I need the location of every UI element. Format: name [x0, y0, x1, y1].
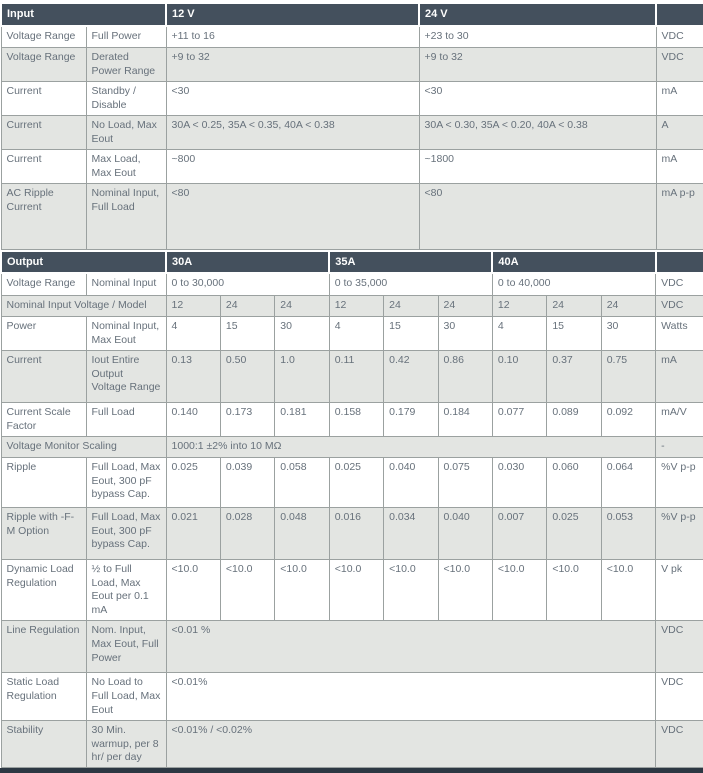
param-cell: Current — [1, 116, 86, 150]
value-cell: 12 — [329, 295, 383, 316]
unit-cell: mA p-p — [656, 183, 703, 249]
value-cell: 0 to 35,000 — [329, 273, 492, 295]
unit-cell: Watts — [656, 316, 703, 350]
param-cell: Power — [1, 316, 86, 350]
value-cell: 0.42 — [384, 350, 438, 402]
value-cell: 0.181 — [275, 402, 329, 436]
unit-cell: - — [656, 436, 703, 457]
condition-cell: Full Load, Max Eout, 300 pF bypass Cap. — [86, 507, 166, 559]
unit-cell: VDC — [656, 720, 703, 768]
value-cell: 0.007 — [492, 507, 546, 559]
value-cell: 30 — [601, 316, 655, 350]
value-cell: 30A < 0.30, 35A < 0.20, 40A < 0.38 — [419, 116, 656, 150]
condition-cell: Nominal Input, Max Eout — [86, 316, 166, 350]
condition-cell: ½ to Full Load, Max Eout per 0.1 mA — [86, 559, 166, 620]
value-cell: 4 — [492, 316, 546, 350]
unit-cell: mA — [656, 149, 703, 183]
column-header-35a: 35A — [329, 251, 492, 274]
value-cell: +9 to 32 — [166, 48, 419, 82]
value-cell: 24 — [601, 295, 655, 316]
value-cell: +23 to 30 — [419, 26, 656, 48]
value-cell: ~1800 — [419, 149, 656, 183]
column-header-40a: 40A — [492, 251, 655, 274]
value-cell: 24 — [275, 295, 329, 316]
unit-cell: mA — [656, 82, 703, 116]
value-cell: <10.0 — [220, 559, 274, 620]
value-cell: 0.060 — [547, 457, 601, 507]
value-cell: 0.158 — [329, 402, 383, 436]
spec-row — [1, 295, 703, 316]
value-cell: 15 — [547, 316, 601, 350]
input-section-table — [0, 2, 703, 250]
value-cell: 0.021 — [166, 507, 220, 559]
bottom-rule — [0, 768, 703, 773]
unit-cell: mA/V — [656, 402, 703, 436]
value-cell: <0.01% — [166, 673, 656, 721]
param-cell: Ripple — [1, 457, 86, 507]
param-cell: Voltage Range — [1, 26, 86, 48]
condition-cell: No Load to Full Load, Max Eout — [86, 673, 166, 721]
param-cell: Static Load Regulation — [1, 673, 86, 721]
param-cell: Voltage Range — [1, 273, 86, 295]
spec-row — [1, 559, 703, 620]
value-cell: 0.077 — [492, 402, 546, 436]
value-cell: 30A < 0.25, 35A < 0.35, 40A < 0.38 — [166, 116, 419, 150]
value-cell: <10.0 — [329, 559, 383, 620]
condition-cell: Max Load, Max Eout — [86, 149, 166, 183]
param-cell: Nominal Input Voltage / Model — [1, 295, 166, 316]
param-cell: Ripple with -F-M Option — [1, 507, 86, 559]
value-cell: 30 — [275, 316, 329, 350]
unit-cell: VDC — [656, 48, 703, 82]
unit-cell: A — [656, 116, 703, 150]
value-cell: 0.034 — [384, 507, 438, 559]
value-cell: 0.089 — [547, 402, 601, 436]
value-cell: <30 — [166, 82, 419, 116]
value-cell: 0 to 30,000 — [166, 273, 329, 295]
condition-cell: Derated Power Range — [86, 48, 166, 82]
value-cell: 0 to 40,000 — [492, 273, 655, 295]
value-cell: 0.11 — [329, 350, 383, 402]
value-cell: <0.01% / <0.02% — [166, 720, 656, 768]
unit-cell: VDC — [656, 621, 703, 673]
value-cell: ~800 — [166, 149, 419, 183]
param-cell: Current — [1, 149, 86, 183]
value-cell: <10.0 — [275, 559, 329, 620]
value-cell: <30 — [419, 82, 656, 116]
value-cell: 0.025 — [547, 507, 601, 559]
value-cell: 15 — [220, 316, 274, 350]
value-cell: 0.025 — [166, 457, 220, 507]
condition-cell: Nominal Input — [86, 273, 166, 295]
value-cell: <10.0 — [438, 559, 492, 620]
section-title-cell: Output — [1, 251, 166, 274]
value-cell: +11 to 16 — [166, 26, 419, 48]
param-cell: Current — [1, 350, 86, 402]
param-cell: Dynamic Load Regulation — [1, 559, 86, 620]
spec-row — [1, 82, 703, 116]
value-cell: 24 — [438, 295, 492, 316]
value-cell: 1000:1 ±2% into 10 MΩ — [166, 436, 656, 457]
value-cell: 0.37 — [547, 350, 601, 402]
value-cell: 0.10 — [492, 350, 546, 402]
condition-cell: Nom. Input, Max Eout, Full Power — [86, 621, 166, 673]
value-cell: <80 — [419, 183, 656, 249]
unit-cell: V pk — [656, 559, 703, 620]
condition-cell: Nominal Input, Full Load — [86, 183, 166, 249]
column-header-30a: 30A — [166, 251, 329, 274]
value-cell: 1.0 — [275, 350, 329, 402]
value-cell: 0.173 — [220, 402, 274, 436]
spec-row — [1, 350, 703, 402]
value-cell: 4 — [166, 316, 220, 350]
condition-cell: Full Load, Max Eout, 300 pF bypass Cap. — [86, 457, 166, 507]
spec-row — [1, 436, 703, 457]
value-cell: 0.13 — [166, 350, 220, 402]
spec-row — [1, 149, 703, 183]
column-header-12v: 12 V — [166, 3, 419, 26]
spec-row — [1, 316, 703, 350]
unit-cell: %V p-p — [656, 457, 703, 507]
value-cell: <10.0 — [601, 559, 655, 620]
spec-row — [1, 457, 703, 507]
value-cell: 0.053 — [601, 507, 655, 559]
value-cell: 0.039 — [220, 457, 274, 507]
value-cell: 0.075 — [438, 457, 492, 507]
spec-row — [1, 116, 703, 150]
value-cell: 0.030 — [492, 457, 546, 507]
value-cell: +9 to 32 — [419, 48, 656, 82]
spec-row — [1, 48, 703, 82]
condition-cell: Iout Entire Output Voltage Range — [86, 350, 166, 402]
spec-row — [1, 507, 703, 559]
value-cell: 15 — [384, 316, 438, 350]
unit-cell: VDC — [656, 673, 703, 721]
spec-row — [1, 402, 703, 436]
spec-row — [1, 621, 703, 673]
column-header-24v: 24 V — [419, 3, 656, 26]
unit-cell: mA — [656, 350, 703, 402]
unit-cell: %V p-p — [656, 507, 703, 559]
value-cell: 0.025 — [329, 457, 383, 507]
value-cell: 0.140 — [166, 402, 220, 436]
value-cell: 12 — [492, 295, 546, 316]
param-cell: Line Regulation — [1, 621, 86, 673]
value-cell: 0.028 — [220, 507, 274, 559]
unit-header-cell — [656, 3, 703, 26]
value-cell: 24 — [384, 295, 438, 316]
condition-cell: Full Load — [86, 402, 166, 436]
value-cell: 0.016 — [329, 507, 383, 559]
section-title-cell: Input — [1, 3, 166, 26]
value-cell: 0.184 — [438, 402, 492, 436]
value-cell: <10.0 — [384, 559, 438, 620]
output-header-row — [1, 251, 703, 274]
spec-row — [1, 273, 703, 295]
condition-cell: No Load, Max Eout — [86, 116, 166, 150]
value-cell: <10.0 — [492, 559, 546, 620]
value-cell: 0.179 — [384, 402, 438, 436]
value-cell: 0.75 — [601, 350, 655, 402]
param-cell: AC Ripple Current — [1, 183, 86, 249]
spec-row — [1, 183, 703, 249]
unit-cell: VDC — [656, 273, 703, 295]
value-cell: 0.092 — [601, 402, 655, 436]
value-cell: 0.058 — [275, 457, 329, 507]
value-cell: 12 — [166, 295, 220, 316]
param-cell: Voltage Range — [1, 48, 86, 82]
value-cell: <10.0 — [547, 559, 601, 620]
param-cell: Voltage Monitor Scaling — [1, 436, 166, 457]
condition-cell: Full Power — [86, 26, 166, 48]
condition-cell: 30 Min. warmup, per 8 hr/ per day — [86, 720, 166, 768]
value-cell: 30 — [438, 316, 492, 350]
value-cell: <10.0 — [166, 559, 220, 620]
value-cell: 0.040 — [384, 457, 438, 507]
value-cell: 24 — [547, 295, 601, 316]
value-cell: 24 — [220, 295, 274, 316]
condition-cell: Standby / Disable — [86, 82, 166, 116]
value-cell: 4 — [329, 316, 383, 350]
spec-row — [1, 720, 703, 768]
unit-cell: VDC — [656, 295, 703, 316]
value-cell: <80 — [166, 183, 419, 249]
value-cell: 0.048 — [275, 507, 329, 559]
value-cell: <0.01 % — [166, 621, 656, 673]
value-cell: 0.50 — [220, 350, 274, 402]
input-header-row — [1, 3, 703, 26]
value-cell: 0.064 — [601, 457, 655, 507]
value-cell: 0.040 — [438, 507, 492, 559]
param-cell: Stability — [1, 720, 86, 768]
unit-cell: VDC — [656, 26, 703, 48]
spec-row — [1, 673, 703, 721]
unit-header-cell — [656, 251, 703, 274]
value-cell: 0.86 — [438, 350, 492, 402]
output-section-table — [0, 250, 703, 769]
param-cell: Current Scale Factor — [1, 402, 86, 436]
spec-row — [1, 26, 703, 48]
param-cell: Current — [1, 82, 86, 116]
